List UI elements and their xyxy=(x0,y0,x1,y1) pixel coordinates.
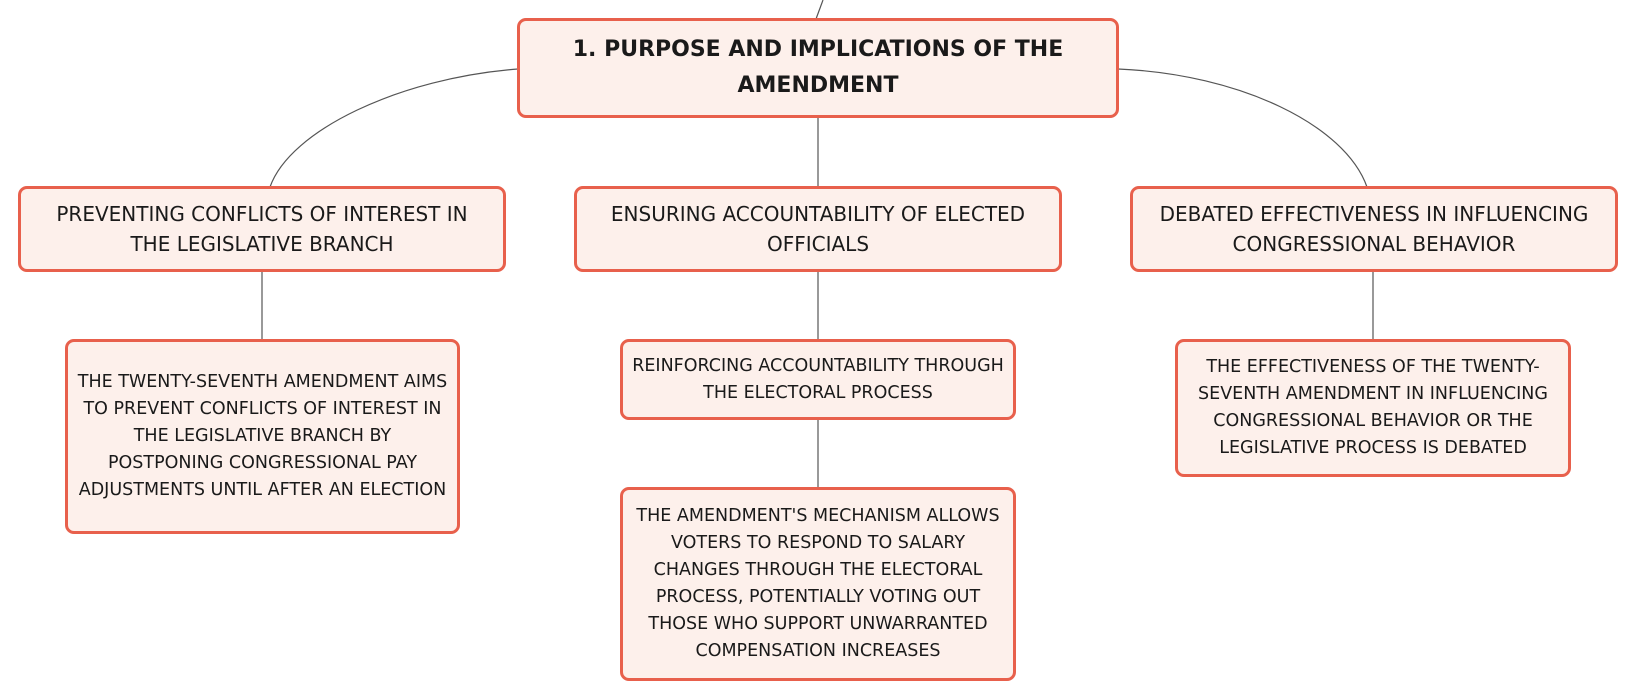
subtopic-label: REINFORCING ACCOUNTABILITY THROUGH THE ELECTORAL PROCESS xyxy=(632,355,1004,403)
detail-label: THE EFFECTIVENESS OF THE TWENTY-SEVENTH AMENDMENT IN INFLUENCING CONGRESSIONAL BEHAVIOR OR THE LEGISLATIVE PROCESS IS DEBATED xyxy=(1198,357,1548,458)
branch-label: DEBATED EFFECTIVENESS IN INFLUENCING CONGRESSIONAL BEHAVIOR xyxy=(1159,202,1589,256)
branch-label: PREVENTING CONFLICTS OF INTEREST IN THE LEGISLATIVE BRANCH xyxy=(56,202,468,256)
root-topic[interactable] xyxy=(517,18,1119,118)
branch-label: ENSURING ACCOUNTABILITY OF ELECTED OFFICIALS xyxy=(610,202,1026,256)
connector-root-to-branch-1 xyxy=(270,69,518,187)
detail-effectiveness-debated[interactable] xyxy=(1175,339,1571,477)
subtopic-electoral-accountability[interactable] xyxy=(620,339,1016,420)
root-topic-label: 1. PURPOSE AND IMPLICATIONS OF THE AMENDMENT xyxy=(572,37,1064,98)
branch-preventing-conflicts[interactable] xyxy=(18,186,506,272)
connector-parent-to-root xyxy=(816,0,823,19)
detail-voter-response-mechanism[interactable] xyxy=(620,487,1016,681)
detail-conflicts-of-interest[interactable] xyxy=(65,339,460,534)
branch-ensuring-accountability[interactable] xyxy=(574,186,1062,272)
branch-debated-effectiveness[interactable] xyxy=(1130,186,1618,272)
connector-root-to-branch-3 xyxy=(1118,69,1367,187)
detail-label: THE AMENDMENT'S MECHANISM ALLOWS VOTERS TO RESPOND TO SALARY CHANGES THROUGH THE ELECTORAL PROCESS, POTENTIALLY VOTING OUT THOSE WHO SUPPORT UNWARRANTED COMPENSATION INCREASES xyxy=(636,506,1000,661)
detail-label: THE TWENTY-SEVENTH AMENDMENT AIMS TO PREVENT CONFLICTS OF INTEREST IN THE LEGISLATIVE BRANCH BY POSTPONING CONGRESSIONAL PAY ADJUSTMENTS UNTIL AFTER AN ELECTION xyxy=(77,372,448,500)
